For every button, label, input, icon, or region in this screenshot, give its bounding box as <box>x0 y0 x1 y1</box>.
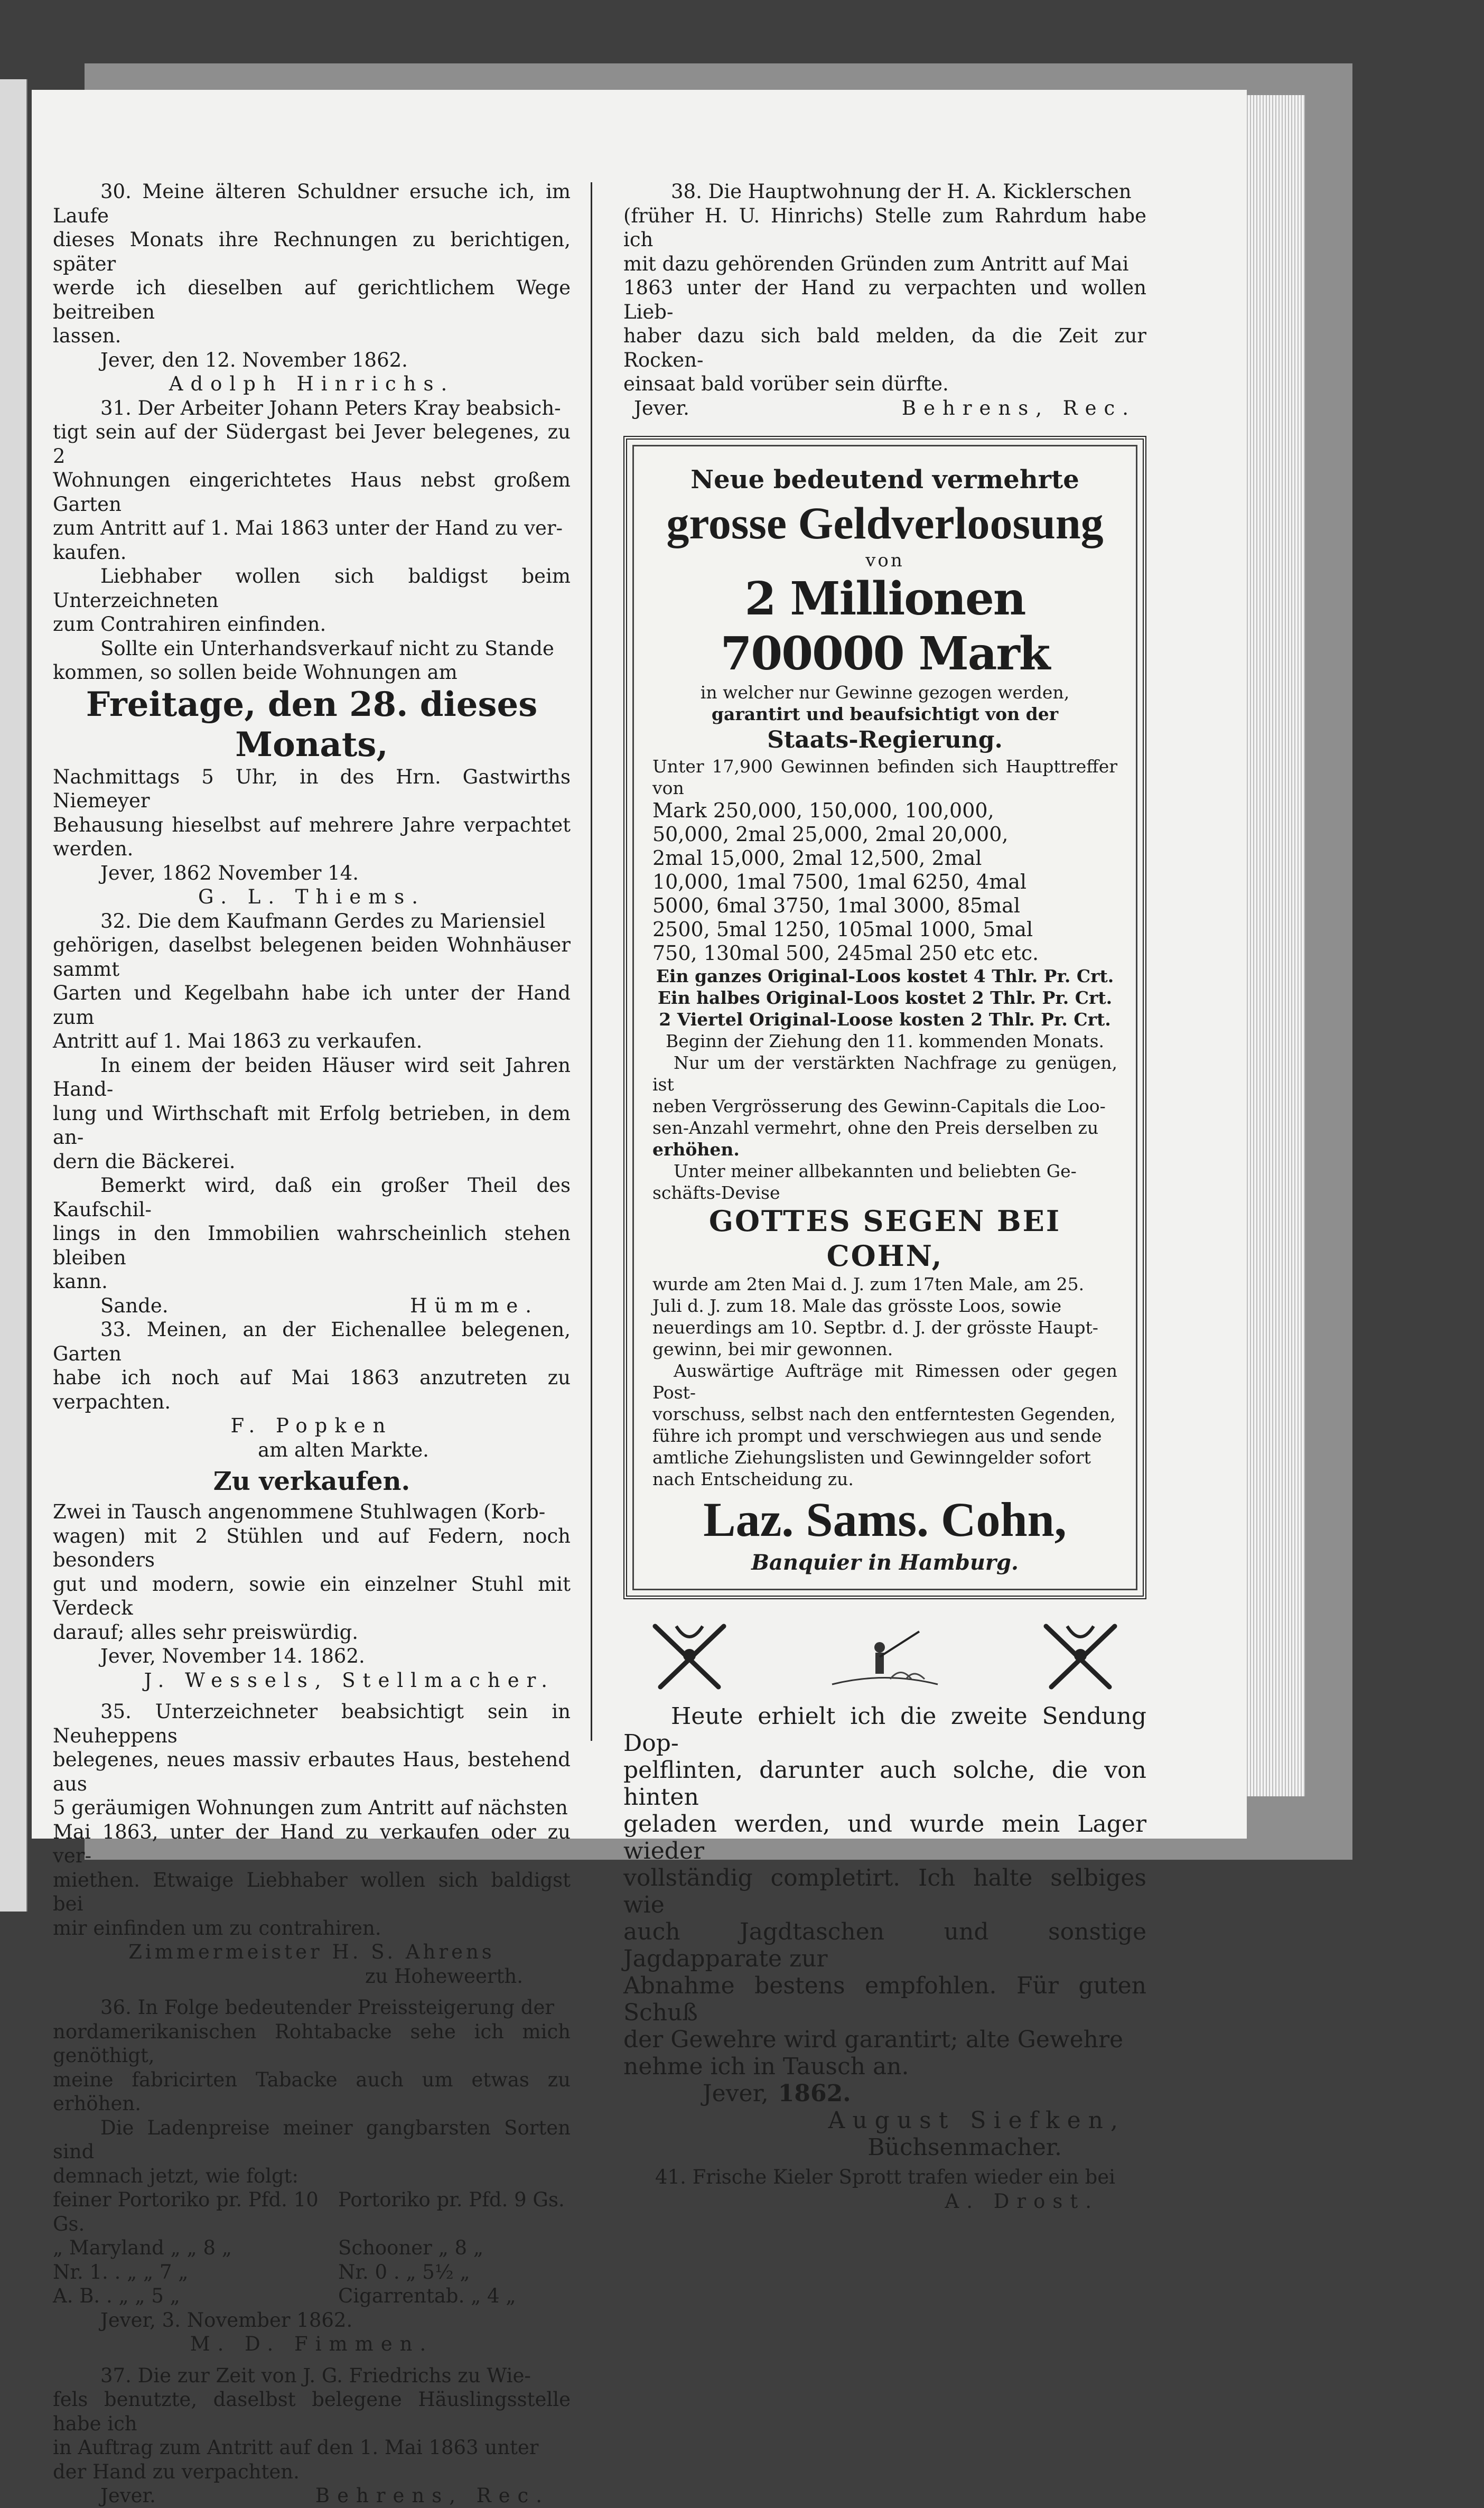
price-cell: A. B. . „ „ 5 „ <box>53 2285 180 2307</box>
text-line: 36. In Folge bedeutender Preissteigerung der <box>100 1996 555 2019</box>
notice-date: Jever, den 12. November 1862. <box>100 348 408 371</box>
ad-text: neben Vergrösserung des Gewinn-Capitals die Loo- <box>652 1096 1106 1116</box>
price-row <box>53 2260 571 2285</box>
ad-prize-line: 2mal 15,000, 2mal 12,500, 2mal <box>652 846 982 870</box>
price-cell: „ Maryland „ „ 8 „ <box>53 2236 232 2259</box>
price-row <box>53 2188 571 2236</box>
notice-signature: Behrens, Rec. <box>315 2484 549 2507</box>
ad-text: sen-Anzahl vermehrt, ohne den Preis derselben zu <box>652 1117 1099 1138</box>
lottery-advertisement <box>623 436 1146 1599</box>
text-line: wagen) mit 2 Stühlen und auf Federn, noch besonders <box>53 1524 571 1571</box>
ad-text: vorschuss, selbst nach den entferntesten Gegenden, <box>652 1404 1116 1424</box>
signature-row <box>53 1294 571 1318</box>
ad-headline: Neue bedeutend vermehrte <box>690 465 1079 495</box>
price-cell: Schooner „ 8 „ <box>338 2236 484 2259</box>
text-line: Nachmittags 5 Uhr, in des Hrn. Gastwirths Niemeyer <box>53 765 571 812</box>
text-line: Mai 1863, unter der Hand zu verkaufen oder zu ver- <box>53 1820 571 1867</box>
ad-text: Unter meiner allbekannten und beliebten Ge- <box>674 1161 1077 1181</box>
notice-38 <box>623 180 1146 420</box>
ad-banker-name: Laz. Sams. Cohn, <box>703 1493 1067 1546</box>
notice-title: Zu verkaufen. <box>213 1467 410 1496</box>
text-line: pelflinten, darunter auch solche, die von hinten <box>623 1757 1146 1811</box>
text-line: zum Antritt auf 1. Mai 1863 unter der Hand zu ver- <box>53 517 563 539</box>
notice-year: 1862. <box>778 2080 851 2107</box>
text-line: miethen. Etwaige Liebhaber wollen sich baldigst bei <box>53 1868 571 1915</box>
text-line: 30. Meine älteren Schuldner ersuche ich, im Laufe <box>53 180 571 227</box>
notice-41 <box>623 2165 1146 2214</box>
text-line: zum Contrahiren einfinden. <box>53 613 326 636</box>
text-line: auch Jagdtaschen und sonstige Jagdapparate zur <box>623 1918 1146 1972</box>
ad-text: nach Entscheidung zu. <box>652 1469 854 1489</box>
text-line: mir einfinden um zu contrahiren. <box>53 1916 381 1940</box>
price-row <box>53 2284 571 2308</box>
ad-ticket-price: Ein halbes Original-Loos kostet 2 Thlr. Pr. Crt. <box>657 987 1113 1008</box>
text-line: einsaat bald vorüber sein dürfte. <box>623 372 949 395</box>
text-line: fels benutzte, daselbst belegene Häuslingsstelle habe ich <box>53 2388 571 2435</box>
text-line: 1863 unter der Hand zu verpachten und wollen Lieb- <box>623 276 1146 323</box>
notice-date: Jever, 3. November 1862. <box>100 2308 353 2332</box>
notice-signature: Hümme. <box>410 1294 539 1317</box>
ad-text: neuerdings am 10. Septbr. d. J. der grösste Haupt- <box>652 1317 1098 1338</box>
text-line: gehörigen, daselbst belegenen beiden Wohnhäuser sammt <box>53 934 571 981</box>
notice-signature: G. L. Thiems. <box>198 885 425 908</box>
price-cell: Portoriko pr. Pfd. 9 Gs. <box>338 2188 565 2211</box>
text-line: 38. Die Hauptwohnung der H. A. Kicklerschen <box>671 180 1132 203</box>
text-line: kommen, so sollen beide Wohnungen am <box>53 661 458 684</box>
ad-text: wurde am 2ten Mai d. J. zum 17ten Male, am 25. <box>652 1274 1085 1294</box>
ad-text: erhöhen. <box>652 1139 740 1160</box>
text-line: 35. Unterzeichneter beabsichtigt sein in Neuheppens <box>53 1700 571 1747</box>
price-cell: Nr. 1. . „ „ 7 „ <box>53 2260 189 2283</box>
signature-row <box>623 396 1146 421</box>
ad-prize-line: Mark 250,000, 150,000, 100,000, <box>652 799 994 822</box>
text-line: werde ich dieselben auf gerichtlichem Wege beitreiben <box>53 276 571 323</box>
left-column <box>53 180 571 2508</box>
text-line: nordamerikanischen Rohtabacke sehe ich mich genöthigt, <box>53 2020 571 2067</box>
text-line: geladen werden, und wurde mein Lager wieder <box>623 1811 1146 1864</box>
notice-signature: A. Drost. <box>945 2190 1099 2213</box>
notice-signature-title: Büchsenmacher. <box>867 2134 1062 2161</box>
notice-place: Sande. <box>100 1294 169 1317</box>
ad-prize-line: 50,000, 2mal 25,000, 2mal 20,000, <box>652 823 1009 846</box>
text-line: Wohnungen eingerichtetes Haus nebst großem Garten <box>53 469 571 516</box>
text-line: lung und Wirthschaft mit Erfolg betrieben, in dem an- <box>53 1102 571 1149</box>
price-row <box>53 2236 571 2260</box>
text-line: darauf; alles sehr preiswürdig. <box>53 1620 359 1644</box>
notice-place: Jever, <box>703 2080 769 2107</box>
text-line: Behausung hieselbst auf mehrere Jahre verpachtet werden. <box>53 813 571 860</box>
signature-row <box>53 2484 571 2508</box>
price-cell: feiner Portoriko pr. Pfd. 10 Gs. <box>53 2188 319 2235</box>
notice-signature: August Siefken, <box>828 2107 1125 2134</box>
text-line: der Hand zu verpachten. <box>53 2460 300 2483</box>
text-line: Die Ladenpreise meiner gangbarsten Sorten sind <box>53 2116 571 2163</box>
notice-signature-address: am alten Markte. <box>258 1438 429 1461</box>
notice-33 <box>53 1318 571 1462</box>
ad-text: Juli d. J. zum 18. Male das grösste Loos, sowie <box>652 1295 1062 1316</box>
text-line: in Auftrag zum Antritt auf den 1. Mai 1863 unter <box>53 2436 539 2459</box>
notice-signature: Zimmermeister H. S. Ahrens <box>128 1941 495 1963</box>
hunter-scene-icon <box>827 1616 943 1695</box>
notice-signature: F. Popken <box>230 1414 393 1437</box>
notice-signature-address: zu Hoheweerth. <box>365 1964 523 1988</box>
ad-authority: Staats-Regierung. <box>767 726 1003 753</box>
text-line: habe ich noch auf Mai 1863 anzutreten zu verpachten. <box>53 1366 571 1413</box>
text-line: 32. Die dem Kaufmann Gerdes zu Mariensiel <box>100 909 546 933</box>
ad-text: amtliche Ziehungslisten und Gewinngelder sofort <box>652 1447 1091 1468</box>
text-line: 5 geräumigen Wohnungen zum Antritt auf nächsten <box>53 1796 568 1819</box>
notice-36 <box>53 1996 571 2356</box>
notice-31 <box>53 396 571 909</box>
ad-text: Beginn der Ziehung den 11. kommenden Monats. <box>665 1031 1105 1051</box>
text-line: lings in den Immobilien wahrscheinlich stehen bleiben <box>53 1222 571 1269</box>
text-line: meine fabricirten Tabacke auch um etwas zu erhöhen. <box>53 2068 571 2115</box>
text-line: haber dazu sich bald melden, da die Zeit zur Rocken- <box>623 324 1146 371</box>
column-divider <box>591 182 592 1741</box>
text-line: In einem der beiden Häuser wird seit Jahren Hand- <box>53 1053 571 1101</box>
notice-37 <box>53 2364 571 2508</box>
text-line: 41. Frische Kieler Sprott trafen wieder ein bei <box>655 2166 1115 2188</box>
right-column <box>623 180 1146 2214</box>
price-cell: Nr. 0 . „ 5½ „ <box>338 2260 470 2283</box>
text-line: 37. Die zur Zeit von J. G. Friedrichs zu Wie- <box>100 2364 531 2387</box>
text-line: kaufen. <box>53 540 127 564</box>
text-line: Zwei in Tausch angenommene Stuhlwagen (Korb- <box>53 1500 546 1523</box>
ad-text: von <box>865 550 904 571</box>
notice-40 <box>623 1703 1146 2161</box>
text-line: 33. Meinen, an der Eichenallee belegenen, Garten <box>53 1318 571 1365</box>
text-line: Sollte ein Unterhandsverkauf nicht zu Stande <box>100 637 554 660</box>
ad-banker-subtitle: Banquier in Hamburg. <box>751 1550 1019 1575</box>
text-line: der Gewehre wird garantirt; alte Gewehre <box>623 2026 1124 2053</box>
ad-prize-line: 2500, 5mal 1250, 105mal 1000, 5mal <box>652 918 1033 941</box>
notice-place: Jever. <box>100 2484 156 2507</box>
notice-place: Jever. <box>634 396 689 419</box>
previous-page-edge <box>0 79 27 1912</box>
notice-signature: J. Wessels, Stellmacher. <box>144 1668 555 1692</box>
notice-date: Jever, November 14. 1862. <box>100 1645 365 1667</box>
ad-amount: 2 Millionen 700000 Mark <box>720 572 1050 680</box>
text-line: 31. Der Arbeiter Johann Peters Kray beabsich- <box>100 396 561 419</box>
ad-ticket-price: 2 Viertel Original-Loose kosten 2 Thlr. Pr. Crt. <box>659 1009 1111 1030</box>
notice-date: Jever, 1862 November 14. <box>100 861 359 884</box>
text-line: lassen. <box>53 324 122 347</box>
text-line: nehme ich in Tausch an. <box>623 2053 909 2080</box>
crossed-rifles-icon <box>1035 1616 1125 1695</box>
text-line: dern die Bäckerei. <box>53 1150 236 1173</box>
ad-text: garantirt und beaufsichtigt von der <box>711 704 1059 724</box>
ad-text: Nur um der verstärkten Nachfrage zu genügen, ist <box>652 1052 1117 1095</box>
notice-signature: Behrens, Rec. <box>901 396 1136 419</box>
text-line: demnach jetzt, wie folgt: <box>53 2164 298 2187</box>
text-line: Antritt auf 1. Mai 1863 zu verkaufen. <box>53 1030 423 1052</box>
text-line: Liebhaber wollen sich baldigst beim Unterzeichneten <box>53 565 571 612</box>
ad-motto: GOTTES SEGEN BEI COHN, <box>708 1204 1061 1273</box>
text-line: vollständig completirt. Ich halte selbiges wie <box>623 1864 1146 1918</box>
crossed-rifles-icon <box>645 1616 734 1695</box>
text-line: mit dazu gehörenden Gründen zum Antritt auf Mai <box>623 252 1129 275</box>
notice-32 <box>53 909 571 1318</box>
text-line: (früher H. U. Hinrichs) Stelle zum Rahrdum habe ich <box>623 204 1146 251</box>
text-line: Garten und Kegelbahn habe ich unter der Hand zum <box>53 982 571 1029</box>
notice-35 <box>53 1700 571 1988</box>
text-line: Abnahme bestens empfohlen. Für guten Schuß <box>623 1972 1146 2026</box>
ad-title: grosse Geldverloosung <box>666 498 1104 548</box>
text-line: gut und modern, sowie ein einzelner Stuhl mit Verdeck <box>53 1572 571 1619</box>
gun-illustration-row <box>645 1613 1125 1698</box>
date-row <box>623 2080 1146 2107</box>
ad-text: in welcher nur Gewinne gezogen werden, <box>700 682 1070 703</box>
notice-headline: Freitage, den 28. dieses Monats, <box>86 684 538 764</box>
text-line: kann. <box>53 1270 108 1293</box>
notice-30 <box>53 180 571 396</box>
ad-text: gewinn, bei mir gewonnen. <box>652 1339 893 1359</box>
ad-text: Unter 17,900 Gewinnen befinden sich Haupttreffer von <box>652 756 1117 798</box>
notice-signature: M. D. Fimmen. <box>190 2333 434 2355</box>
notice-34 <box>53 1465 571 1692</box>
ad-prize-line: 5000, 6mal 3750, 1mal 3000, 85mal <box>652 894 1020 917</box>
text-line: Bemerkt wird, daß ein großer Theil des Kaufschil- <box>53 1174 571 1221</box>
text-line: Heute erhielt ich die zweite Sendung Dop- <box>623 1703 1146 1757</box>
ad-text: führe ich prompt und verschwiegen aus und sende <box>652 1425 1102 1446</box>
ad-text: schäfts-Devise <box>652 1182 780 1203</box>
ad-ticket-price: Ein ganzes Original-Loos kostet 4 Thlr. Pr. Crt. <box>656 966 1114 986</box>
text-line: dieses Monats ihre Rechnungen zu berichtigen, später <box>53 228 571 275</box>
ad-prize-line: 10,000, 1mal 7500, 1mal 6250, 4mal <box>652 870 1027 893</box>
ad-prize-line: 750, 130mal 500, 245mal 250 etc etc. <box>652 941 1039 965</box>
price-cell: Cigarrentab. „ 4 „ <box>338 2285 516 2307</box>
ad-text: Auswärtige Aufträge mit Rimessen oder gegen Post- <box>652 1360 1117 1403</box>
text-line: tigt sein auf der Südergast bei Jever belegenes, zu 2 <box>53 421 571 468</box>
notice-signature: Adolph Hinrichs. <box>169 372 455 395</box>
text-line: belegenes, neues massiv erbautes Haus, bestehend aus <box>53 1748 571 1795</box>
